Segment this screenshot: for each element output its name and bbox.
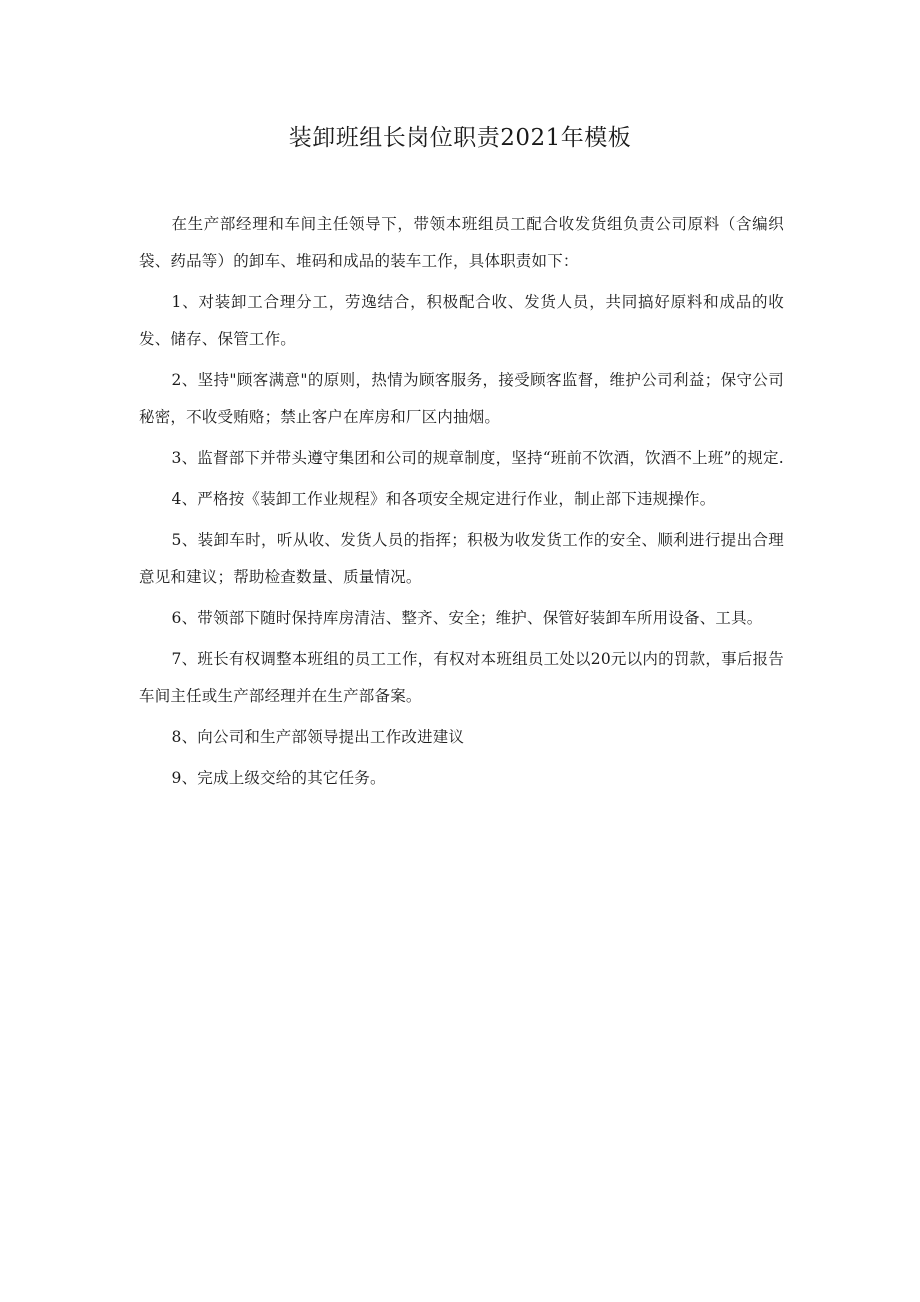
duty-item-5: 5、装卸车时，听从收、发货人员的指挥；积极为收发货工作的安全、顺利进行提出合理意见和建议；帮助检查数量、质量情况。 <box>139 531 784 586</box>
document-body <box>139 206 784 801</box>
duty-item-1: 1、对装卸工合理分工，劳逸结合，积极配合收、发货人员，共同搞好原料和成品的收发、储存、保管工作。 <box>139 293 784 348</box>
duty-item-2: 2、坚持"顾客满意"的原则，热情为顾客服务，接受顾客监督，维护公司利益；保守公司秘密，不收受贿赂；禁止客户在库房和厂区内抽烟。 <box>139 371 784 426</box>
duty-item-3: 3、监督部下并带头遵守集团和公司的规章制度，坚持“班前不饮酒，饮酒不上班”的规定. <box>171 449 784 467</box>
document-title: 装卸班组长岗位职责2021年模板 <box>288 125 632 151</box>
intro-paragraph: 在生产部经理和车间主任领导下，带领本班组员工配合收发货组负责公司原料（含编织袋、药品等）的卸车、堆码和成品的装车工作，具体职责如下： <box>139 215 784 270</box>
duty-item-6: 6、带领部下随时保持库房清洁、整齐、安全；维护、保管好装卸车所用设备、工具。 <box>171 609 763 627</box>
duty-item-9: 9、完成上级交给的其它任务。 <box>171 769 386 787</box>
duty-item-4: 4、严格按《装卸工作业规程》和各项安全规定进行作业，制止部下违规操作。 <box>171 490 716 508</box>
duty-item-8: 8、向公司和生产部领导提出工作改进建议 <box>171 728 465 746</box>
duty-item-7: 7、班长有权调整本班组的员工工作，有权对本班组员工处以20元以内的罚款，事后报告车间主任或生产部经理并在生产部备案。 <box>139 650 784 705</box>
